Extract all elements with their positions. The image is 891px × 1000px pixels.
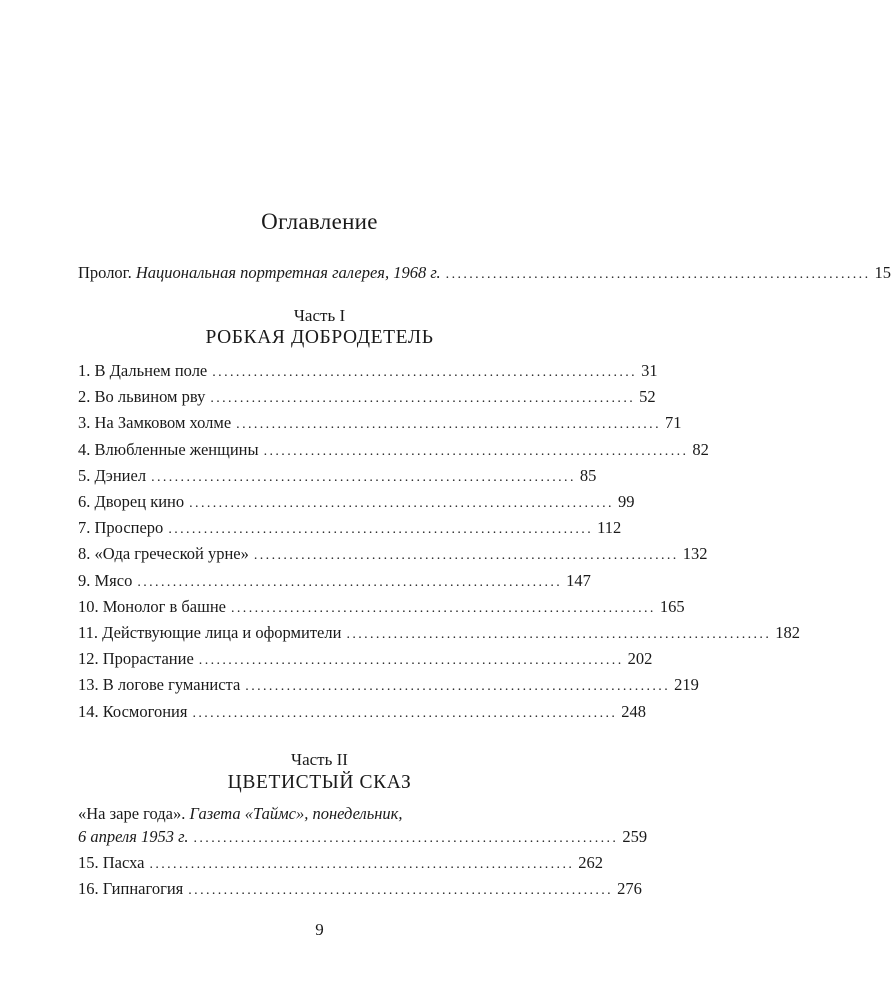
toc-entry[interactable] [78, 852, 604, 876]
leader-dots: ........................................................................ [210, 391, 636, 407]
toc-entry[interactable] [78, 570, 591, 594]
chapter-title: 16. Гипнагогия [78, 879, 184, 899]
leader-dots: ........................................................................ [236, 417, 661, 433]
page-number: 276 [617, 879, 642, 899]
page-number: 82 [692, 439, 709, 459]
chapter-title: 14. Космогония [78, 701, 188, 721]
toc-entry[interactable] [78, 543, 708, 567]
folio-page-number: 9 [315, 920, 324, 939]
chapter-title: 9. Мясо [78, 570, 133, 590]
leader-dots: ........................................................................ [192, 705, 618, 721]
toc-entry[interactable] [78, 360, 658, 384]
part2-intro-line1[interactable] [78, 803, 403, 825]
chapter-title: 6. Дворец кино [78, 492, 185, 511]
leader-dots: ........................................................................ [245, 679, 671, 695]
leader-dots: ........................................................................ [198, 653, 624, 669]
part2-intro-subtitle-2: 6 апреля 1953 г. [78, 827, 189, 846]
chapter-title: 13. В логове гуманиста [78, 675, 241, 695]
leader-dots: ........................................................................ [193, 831, 619, 846]
page-number: 147 [566, 570, 591, 590]
page-number: 132 [682, 544, 708, 564]
chapter-title: 3. На Замковом холме [78, 413, 232, 433]
toc-entry[interactable] [78, 491, 635, 515]
part1-label: Часть I [293, 306, 346, 325]
leader-dots: ........................................................................ [188, 883, 614, 899]
leader-dots: ........................................................................ [231, 600, 656, 616]
toc-entry-part2-intro[interactable] [78, 826, 648, 850]
toc-entry[interactable] [78, 674, 699, 698]
prologue-label [78, 262, 441, 284]
toc-entry[interactable] [78, 622, 800, 646]
page-number: 202 [627, 649, 653, 669]
toc-entry[interactable] [78, 878, 642, 902]
leader-dots: ........................................................................ [346, 627, 772, 642]
toc-entry[interactable] [78, 412, 682, 436]
page-number: 71 [664, 413, 682, 433]
leader-dots: ........................................................................ [189, 496, 614, 511]
toc-entry[interactable] [78, 439, 709, 463]
part2-label: Часть II [291, 750, 348, 769]
chapter-title: 7. Просперо [78, 518, 164, 538]
toc-entry[interactable] [78, 596, 685, 620]
page-number: 259 [622, 827, 648, 846]
chapter-title: 15. Пасха [78, 853, 145, 872]
page-number: 31 [641, 361, 658, 380]
page-number: 165 [659, 596, 685, 616]
chapter-title: 2. Во львином рву [78, 387, 206, 407]
chapter-title: 1. В Дальнем поле [78, 361, 208, 380]
toc-entry[interactable] [78, 517, 622, 541]
page-number: 219 [674, 675, 699, 695]
leader-dots: ........................................................................ [168, 522, 594, 538]
page-number: 85 [579, 465, 597, 485]
leader-dots: ........................................................................ [445, 267, 871, 282]
page-number: 182 [775, 623, 800, 642]
leader-dots: ........................................................................ [253, 548, 679, 564]
chapter-title: 4. Влюбленные женщины [78, 439, 259, 459]
page-number: 52 [639, 387, 656, 407]
toc-entry-prologue[interactable] [78, 262, 891, 286]
toc-title: Оглавление [261, 209, 378, 234]
chapter-title: 8. «Ода греческой урне» [78, 544, 249, 564]
prologue-subtitle: Национальная портретная галерея, 1968 г. [135, 263, 441, 282]
chapter-title: 10. Монолог в башне [78, 596, 226, 616]
toc-entry[interactable] [78, 465, 597, 489]
chapter-title: 5. Дэниел [78, 465, 147, 485]
part2-intro-label: «На заре года». [78, 804, 186, 823]
leader-dots: ........................................................................ [151, 469, 576, 485]
leader-dots: ........................................................................ [149, 857, 575, 872]
part1-title: РОБКАЯ ДОБРОДЕТЕЛЬ [205, 327, 434, 348]
toc-entry[interactable] [78, 701, 647, 725]
leader-dots: ........................................................................ [137, 574, 563, 590]
prologue-label-text: Пролог. [78, 263, 132, 282]
leader-dots: ........................................................................ [263, 443, 689, 459]
leader-dots: ........................................................................ [212, 365, 638, 380]
toc-entry[interactable] [78, 386, 656, 410]
part2-title: ЦВЕТИСТЫЙ СКАЗ [227, 772, 412, 793]
page-number: 99 [617, 492, 635, 511]
toc-entry[interactable] [78, 648, 653, 672]
part2-intro-subtitle-1: Газета «Таймс», понедельник, [189, 804, 403, 823]
page-number: 112 [597, 518, 622, 538]
page-number: 248 [621, 701, 647, 721]
chapter-title: 11. Действующие лица и оформители [78, 623, 342, 642]
chapter-title: 12. Прорастание [78, 649, 194, 669]
page-number: 15 [874, 263, 891, 282]
page-number: 262 [578, 853, 604, 872]
